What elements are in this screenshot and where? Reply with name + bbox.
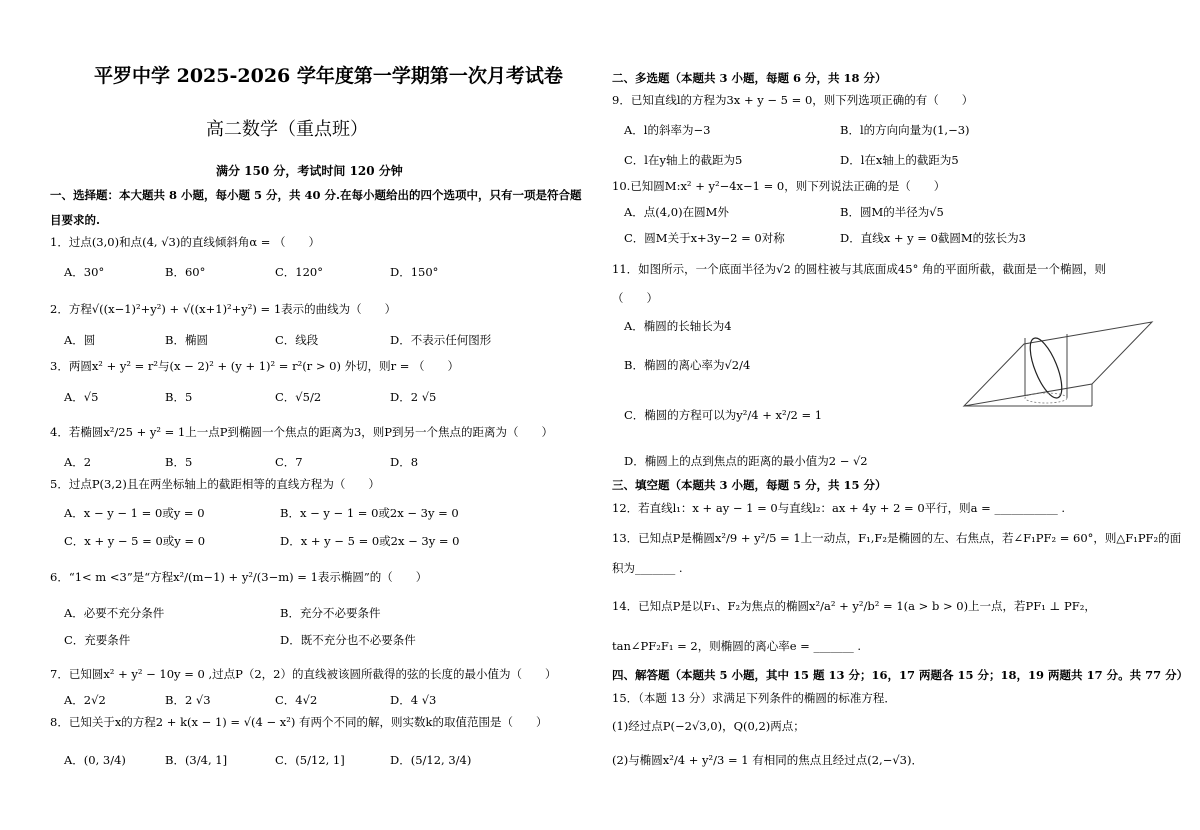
question-9-stem: 9．已知直线l的方程为3x + y − 5 = 0，则下列选项正确的有（ ） [612, 93, 974, 107]
score-line: 满分 150 分，考试时间 120 分钟 [216, 164, 403, 178]
question-10-option-a: A．点(4,0)在圆M外 [624, 205, 729, 219]
question-15-part1: (1)经过点P(−2√3,0)，Q(0,2)两点； [612, 719, 805, 733]
question-3-stem: 3．两圆x² + y² = r²与(x − 2)² + (y + 1)² = r²(r > 0) 外切，则r = （ ） [50, 359, 460, 373]
question-12-text: 12．若直线l₁：x + ay − 1 = 0与直线l₂：ax + 4y + 2 = 0平行，则a = ___________ . [612, 501, 1066, 515]
question-3-option-c: C．√5/2 [275, 390, 322, 404]
section1-heading-line1: 一、选择题：本大题共 8 小题，每小题 5 分，共 40 分.在每小题给出的四个选项中，只有一项是符合题 [50, 188, 582, 202]
question-6-option-b: B．充分不必要条件 [280, 606, 381, 620]
question-8-option-d: D．(5/12, 3/4) [390, 753, 472, 767]
question-1-option-c: C．120° [275, 265, 323, 279]
question-11-option-a: A．椭圆的长轴长为4 [624, 319, 732, 333]
question-10-option-b: B．圆M的半径为√5 [840, 205, 944, 219]
question-2-option-d: D．不表示任何图形 [390, 333, 492, 347]
question-6-option-d: D．既不充分也不必要条件 [280, 633, 416, 647]
question-2-stem: 2．方程√((x−1)²+y²) + √((x+1)²+y²) = 1表示的曲线为（ ） [50, 302, 397, 316]
question-8-option-b: B．(3/4, 1] [165, 753, 228, 767]
question-11-option-c: C．椭圆的方程可以为y²/4 + x²/2 = 1 [624, 408, 823, 422]
question-5-option-c: C．x + y − 5 = 0或y = 0 [64, 534, 206, 548]
question-6-option-c: C．充要条件 [64, 633, 131, 647]
question-2-option-a: A．圆 [64, 333, 96, 347]
question-11-option-b: B．椭圆的离心率为√2/4 [624, 358, 751, 372]
question-15-part2: (2)与椭圆x²/4 + y²/3 = 1 有相同的焦点且经过点(2,−√3)． [612, 753, 923, 767]
question-4-stem: 4．若椭圆x²/25 + y² = 1上一点P到椭圆一个焦点的距离为3，则P到另一个焦点的距离为（ ） [50, 425, 554, 439]
question-9-option-c: C．l在y轴上的截距为5 [624, 153, 743, 167]
question-10-stem: 10.已知圆M:x² + y²−4x−1 = 0，则下列说法正确的是（ ） [612, 179, 946, 193]
question-15-stem: 15．（本题 13 分）求满足下列条件的椭圆的标准方程． [612, 691, 896, 705]
question-6-option-a: A．必要不充分条件 [64, 606, 165, 620]
question-1-option-a: A．30° [64, 265, 105, 279]
question-9-option-b: B．l的方向向量为(1,−3) [840, 123, 970, 137]
question-10-option-d: D．直线x + y = 0截圆M的弦长为3 [840, 231, 1027, 245]
question-2-option-b: B．椭圆 [165, 333, 208, 347]
question-13-line1: 13．已知点P是椭圆x²/9 + y²/5 = 1上一动点，F₁,F₂是椭圆的左、右焦点，若∠F₁PF₂ = 60°，则△F₁PF₂的面 [612, 531, 1182, 545]
question-1-option-b: B．60° [165, 265, 206, 279]
question-5-stem: 5．过点P(3,2)且在两坐标轴上的截距相等的直线方程为（ ） [50, 477, 380, 491]
question-5-option-a: A．x − y − 1 = 0或y = 0 [64, 506, 205, 520]
question-10-option-c: C．圆M关于x+3y−2 = 0对称 [624, 231, 785, 245]
question-4-option-a: A．2 [64, 455, 92, 469]
question-1-option-d: D．150° [390, 265, 439, 279]
question-9-option-a: A．l的斜率为−3 [624, 123, 711, 137]
question-3-option-a: A．√5 [64, 390, 99, 404]
question-3-option-b: B．5 [165, 390, 193, 404]
question-11-option-d: D．椭圆上的点到焦点的距离的最小值为2 − √2 [624, 454, 868, 468]
question-8-option-a: A．(0, 3/4) [64, 753, 126, 767]
question-7-option-b: B．2 √3 [165, 693, 211, 707]
question-2-option-c: C．线段 [275, 333, 319, 347]
question-4-option-c: C．7 [275, 455, 303, 469]
question-4-option-b: B．5 [165, 455, 193, 469]
section2-heading: 二、多选题（本题共 3 小题，每题 6 分，共 18 分） [612, 71, 887, 85]
question-7-option-c: C．4√2 [275, 693, 318, 707]
question-3-option-d: D．2 √5 [390, 390, 437, 404]
question-5-option-b: B．x − y − 1 = 0或2x − 3y = 0 [280, 506, 459, 520]
question-14-line1: 14．已知点P是以F₁、F₂为焦点的椭圆x²/a² + y²/b² = 1(a > b > 0)上一点，若PF₁ ⊥ PF₂， [612, 599, 1096, 613]
question-14-line2: tan∠PF₂F₁ = 2，则椭圆的离心率e = _______ . [612, 639, 862, 653]
question-8-stem: 8．已知关于x的方程2 + k(x − 1) = √(4 − x²) 有两个不同的解，则实数k的取值范围是（ ） [50, 715, 548, 729]
exam-subtitle: 高二数学（重点班） [206, 119, 368, 140]
question-11-stem-line1: 11．如图所示，一个底面半径为√2 的圆柱被与其底面成45° 角的平面所截，截面是一个椭圆，则 [612, 262, 1106, 276]
question-1-stem: 1．过点(3,0)和点(4, √3)的直线倾斜角α = （ ） [50, 235, 321, 249]
question-7-option-d: D．4 √3 [390, 693, 437, 707]
question-11-stem-line2: （ ） [612, 291, 658, 305]
question-8-option-c: C．(5/12, 1] [275, 753, 345, 767]
question-9-option-d: D．l在x轴上的截距为5 [840, 153, 959, 167]
section1-heading-line2: 目要求的. [50, 213, 101, 227]
question-7-option-a: A．2√2 [64, 693, 106, 707]
cylinder-plane-figure [962, 318, 1154, 414]
question-7-stem: 7．已知圆x² + y² − 10y = 0 ,过点P（2，2）的直线被该圆所截得的弦的长度的最小值为（ ） [50, 667, 557, 681]
section4-heading: 四、解答题（本题共 5 小题，其中 15 题 13 分；16，17 两题各 15 分；18，19 两题共 17 分。共 77 分） [612, 668, 1189, 682]
question-13-line2: 积为_______ . [612, 561, 683, 575]
question-6-stem: 6．“1< m <3”是“方程x²/(m−1) + y²/(3−m) = 1表示椭圆”的（ ） [50, 570, 428, 584]
question-4-option-d: D．8 [390, 455, 419, 469]
question-5-option-d: D．x + y − 5 = 0或2x − 3y = 0 [280, 534, 460, 548]
exam-title: 平罗中学 2025-2026 学年度第一学期第一次月考试卷 [94, 65, 563, 87]
section3-heading: 三、填空题（本题共 3 小题，每题 5 分，共 15 分） [612, 478, 887, 492]
